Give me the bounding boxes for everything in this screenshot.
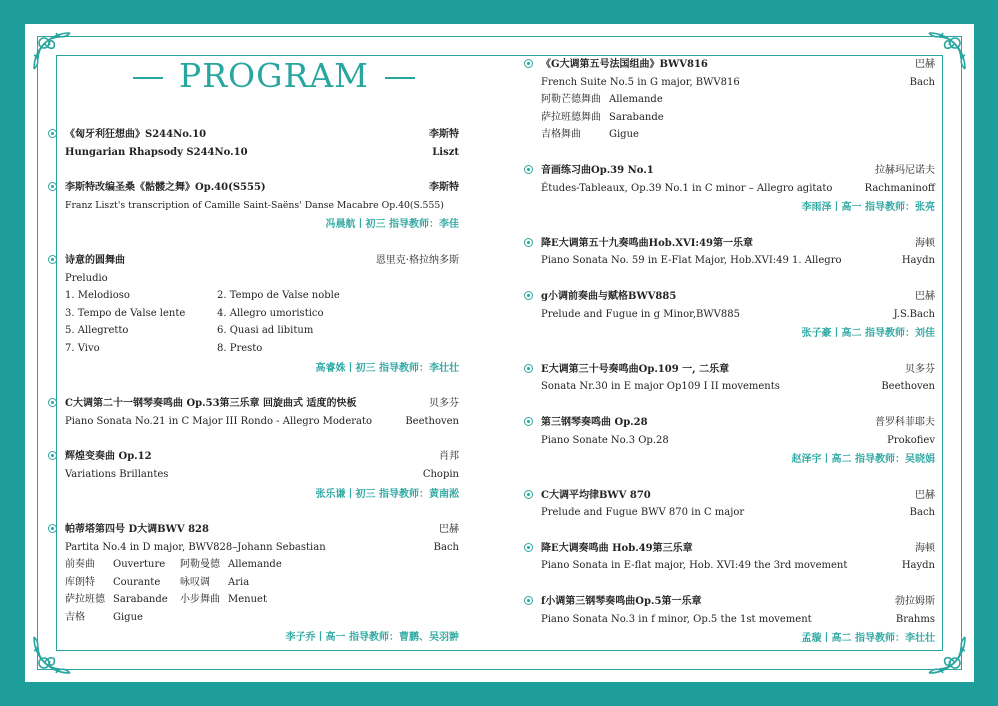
piece-title-cn: 诗意的圆舞曲 — [65, 254, 125, 266]
piece-title-cn: 第三钢琴奏鸣曲 Op.28 — [541, 416, 648, 428]
composer-cn: 李斯特 — [429, 182, 459, 194]
piece-title-cn: f小调第三钢琴奏鸣曲Op.5第一乐章 — [541, 596, 702, 608]
bullet-icon — [524, 238, 533, 247]
title-dash-left — [133, 77, 163, 79]
piece-title-en: Variations Brillantes — [65, 468, 169, 480]
piece-title-cn: 《G大调第五号法国组曲》BWV816 — [541, 59, 708, 70]
bullet-icon — [48, 255, 57, 264]
dance-name-en: Courante — [113, 576, 161, 588]
program-entry — [541, 56, 935, 144]
program-entry — [65, 395, 459, 430]
composer-cn: 普罗科菲耶夫 — [875, 416, 935, 428]
dance-name-cn: 库朗特 — [65, 576, 95, 588]
performer-credit: 冯晨航丨初三 指导教师：李佳 — [325, 219, 459, 231]
composer-cn: 肖邦 — [439, 451, 459, 463]
composer-cn: 巴赫 — [915, 290, 935, 302]
dance-name-en: Aria — [228, 576, 250, 588]
composer-cn: 恩里克·格拉纳多斯 — [375, 254, 459, 266]
piece-title-en: Piano Sonata No.21 in C Major III Rondo - Allegro Moderato — [65, 415, 373, 427]
dance-name-cn: 前奏曲 — [65, 559, 95, 571]
piece-title-en: Hungarian Rhapsody S244No.10 — [65, 146, 248, 158]
program-entry — [541, 540, 935, 575]
piece-title-en: French Suite No.5 in G major, BWV816 — [541, 76, 740, 88]
dance-name-en: Ouverture — [113, 559, 166, 571]
dance-name-cn: 萨拉班德 — [65, 594, 105, 606]
composer-en: Rachmaninoff — [864, 182, 935, 194]
program-entry — [65, 252, 459, 377]
piece-title-en: Prelude and Fugue in g Minor,BWV885 — [541, 308, 740, 320]
dance-name-en: Gigue — [113, 612, 143, 624]
composer-cn: 巴赫 — [915, 59, 935, 70]
dance-name-cn: 咏叹调 — [180, 576, 210, 588]
bullet-icon — [524, 417, 533, 426]
dance-name-en: Allemande — [228, 559, 282, 571]
composer-en: Bach — [909, 507, 935, 519]
composer-en: J.S.Bach — [893, 308, 935, 320]
movement-item: 2. Tempo de Valse noble — [217, 290, 340, 302]
piece-title-cn: 降E大调奏鸣曲 Hob.49第三乐章 — [541, 542, 693, 554]
piece-title-cn: 《匈牙利狂想曲》S244No.10 — [65, 129, 207, 140]
composer-cn: 海顿 — [915, 237, 935, 249]
piece-title-cn: 帕蒂塔第四号 D大调BWV 828 — [65, 524, 209, 536]
piece-title-en: Piano Sonata in E-flat major, Hob. XVI:49 the 3rd movement — [541, 560, 848, 572]
program-entry — [65, 126, 459, 161]
piece-title-cn: 辉煌变奏曲 Op.12 — [65, 451, 152, 463]
composer-en: Haydn — [901, 560, 935, 572]
composer-en: Beethoven — [405, 415, 459, 427]
program-entry — [65, 448, 459, 503]
bullet-icon — [524, 596, 533, 605]
piece-title-en: Sonata Nr.30 in E major Op109 I II movements — [541, 381, 780, 393]
program-entry — [541, 235, 935, 270]
movement-item: 3. Tempo de Valse lente — [65, 307, 186, 319]
composer-en: Beethoven — [881, 381, 935, 393]
dance-name-en: Allemande — [609, 94, 663, 106]
dance-list — [541, 91, 935, 144]
bullet-icon — [524, 165, 533, 174]
movement-item: 5. Allegretto — [65, 325, 129, 337]
composer-en: Bach — [433, 541, 459, 553]
performer-credit: 张乐谦丨初三 指导教师：黄南淞 — [315, 488, 459, 500]
piece-title-cn: 李斯特改编圣桑《骷髅之舞》Op.40(S555) — [65, 182, 266, 194]
performer-credit: 李雨泽丨高一 指导教师：张亮 — [801, 202, 935, 214]
bullet-icon — [48, 129, 57, 138]
dance-name-cn: 吉格舞曲 — [541, 129, 581, 141]
title-dash-right — [385, 77, 415, 79]
program-entry — [541, 593, 935, 648]
dance-name-cn: 萨拉班德舞曲 — [541, 111, 601, 123]
composer-cn: 巴赫 — [439, 524, 459, 536]
dance-name-en: Sarabande — [113, 594, 168, 606]
program-entry — [541, 361, 935, 396]
program-entry — [65, 179, 459, 234]
piece-title-cn: C大调平均律BWV 870 — [541, 489, 651, 501]
program-entry — [65, 521, 459, 646]
piece-title-en: Prelude and Fugue BWV 870 in C major — [541, 507, 745, 519]
performer-credit: 高睿姝丨初三 指导教师：李壮壮 — [315, 362, 459, 374]
piece-title-en: Piano Sonata No.3 in f minor, Op.5 the 1st movement — [541, 613, 812, 625]
title-text: PROGRAM — [179, 56, 369, 95]
movement-list — [65, 287, 459, 357]
performer-credit: 赵泽宇丨高二 指导教师：吴晓娟 — [791, 454, 935, 466]
dance-list — [65, 556, 459, 626]
dance-name-cn: 吉格 — [65, 612, 85, 624]
bullet-icon — [524, 291, 533, 300]
movement-item: 7. Vivo — [65, 342, 100, 354]
program-page — [25, 24, 974, 682]
piece-title-cn: g小调前奏曲与赋格BWV885 — [541, 290, 677, 302]
composer-en: Haydn — [901, 255, 935, 267]
program-entry — [541, 487, 935, 522]
piece-title-en: Piano Sonata No. 59 in E-Flat Major, Hob.XVI:49 1. Allegro — [541, 255, 842, 267]
composer-cn: 勃拉姆斯 — [895, 596, 935, 608]
composer-cn: 拉赫玛尼诺夫 — [875, 164, 935, 176]
program-entry — [541, 288, 935, 343]
composer-en: Brahms — [895, 613, 935, 625]
dance-name-cn: 小步舞曲 — [180, 594, 220, 606]
corner-ornament-icon — [30, 29, 74, 73]
program-column-left — [65, 126, 459, 664]
program-entry — [541, 162, 935, 217]
movement-item: 6. Quasi ad libitum — [217, 325, 314, 337]
composer-cn: 巴赫 — [915, 489, 935, 501]
dance-name-cn: 阿勒曼德 — [180, 559, 220, 571]
dance-name-cn: 阿勒芒德舞曲 — [541, 94, 601, 106]
piece-title-en: Piano Sonate No.3 Op.28 — [541, 434, 669, 446]
bullet-icon — [524, 490, 533, 499]
bullet-icon — [524, 543, 533, 552]
composer-cn: 贝多芬 — [429, 398, 459, 410]
movement-item: 8. Presto — [217, 342, 263, 354]
program-entry — [541, 414, 935, 469]
composer-cn: 李斯特 — [429, 129, 459, 140]
piece-title-en: Études-Tableaux, Op.39 No.1 in C minor – Allegro agitato — [541, 182, 833, 194]
piece-title-en: Franz Liszt's transcription of Camille Saint-Saëns' Danse Macabre Op.40(S.555) — [65, 199, 444, 211]
composer-en: Bach — [909, 76, 935, 88]
movement-item: 1. Melodioso — [65, 290, 130, 302]
bullet-icon — [524, 59, 533, 68]
piece-title-en: Preludio — [65, 272, 108, 284]
piece-title-cn: 降E大调第五十九奏鸣曲Hob.XVI:49第一乐章 — [541, 237, 754, 249]
page-title — [117, 56, 431, 95]
program-column-right — [541, 56, 935, 666]
performer-credit: 孟璇丨高二 指导教师：李壮壮 — [801, 633, 935, 645]
composer-cn: 贝多芬 — [905, 363, 935, 375]
composer-en: Liszt — [432, 146, 459, 158]
dance-name-en: Sarabande — [609, 111, 664, 123]
composer-cn: 海顿 — [915, 542, 935, 554]
composer-en: Chopin — [422, 468, 459, 480]
performer-credit: 张子豪丨高二 指导教师：刘佳 — [801, 328, 935, 340]
piece-title-cn: E大调第三十号奏鸣曲Op.109 一, 二乐章 — [541, 363, 730, 375]
piece-title-en: Partita No.4 in D major, BWV828–Johann Sebastian — [65, 541, 326, 553]
piece-title-cn: 音画练习曲Op.39 No.1 — [541, 164, 654, 176]
composer-en: Prokofiev — [887, 434, 935, 446]
dance-name-en: Gigue — [609, 129, 639, 141]
movement-item: 4. Allegro umoristico — [217, 307, 324, 319]
bullet-icon — [524, 364, 533, 373]
dance-name-en: Menuet — [228, 594, 267, 606]
piece-title-cn: C大调第二十一钢琴奏鸣曲 Op.53第三乐章 回旋曲式 适度的快板 — [65, 398, 357, 410]
performer-credit: 李子乔丨高一 指导教师：曹鹏、吴羽翀 — [285, 631, 459, 643]
